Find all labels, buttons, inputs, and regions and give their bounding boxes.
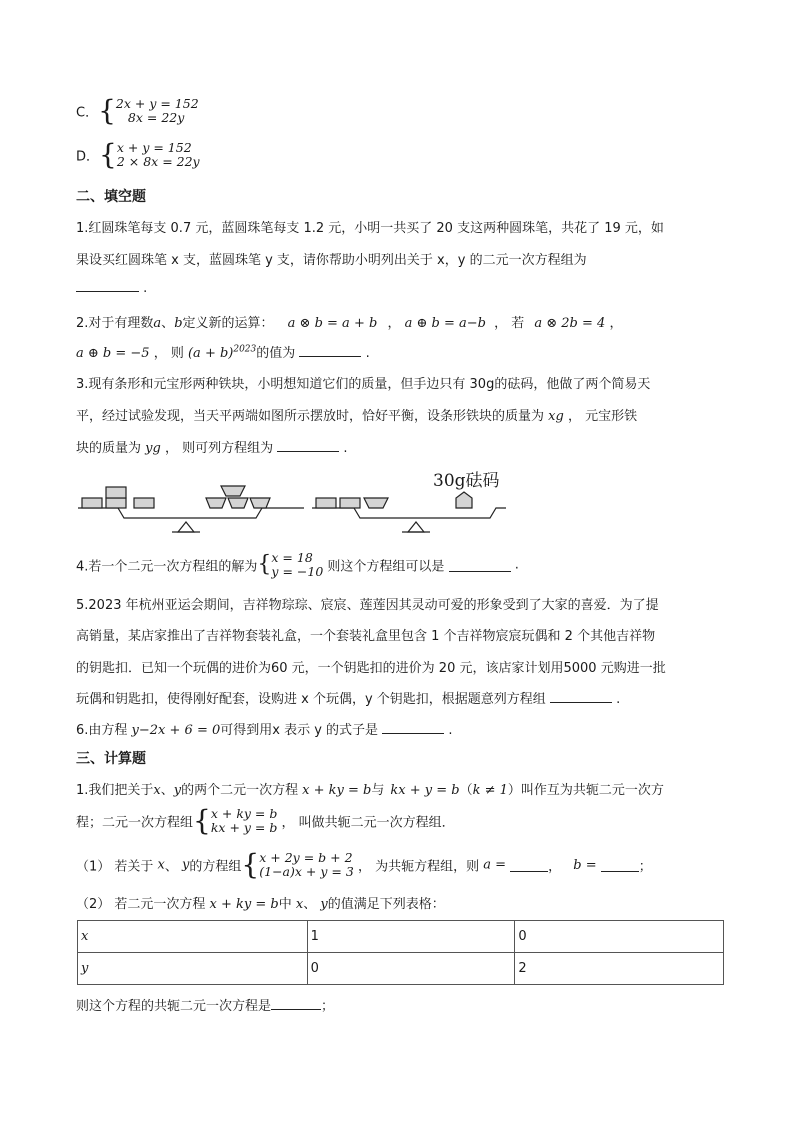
weight-30g xyxy=(456,492,472,508)
q2-line2 xyxy=(76,342,370,361)
table-cell: 1 xyxy=(307,921,515,953)
q2-line1 xyxy=(76,312,622,331)
option-c-label: C． xyxy=(76,105,99,121)
q2-comma: ， xyxy=(387,316,401,331)
q6-text2: 可得到用x 表示 y 的式子是 xyxy=(220,723,379,738)
q2-var-b: b xyxy=(174,316,183,331)
c1-part1-b-blank[interactable] xyxy=(601,859,639,872)
c1-part1-text3: ， 为共轭方程组，则 xyxy=(357,859,480,875)
q4-eq2: y = −10 xyxy=(271,564,324,579)
q5-line3: 的钥匙扣．已知一个玩偶的进价为60 元，一个钥匙扣的进价为 20 元，该店家计划用5000 元购进一批 xyxy=(76,661,666,676)
c1-line2 xyxy=(76,804,455,837)
ingot-block xyxy=(250,498,270,508)
q3-var-x: xg xyxy=(548,409,564,424)
option-d-eq1: x + y = 152 xyxy=(116,140,192,155)
c1-var-y: y xyxy=(173,783,182,798)
c1-cond: k ≠ 1 xyxy=(472,783,508,798)
q6-end: . xyxy=(448,723,453,738)
weight-label: 30g砝码 xyxy=(433,471,500,491)
q5-text4: 玩偶和钥匙扣，使得刚好配套，设购进 x 个玩偶，y 个钥匙扣，根据题意列方程组 xyxy=(76,692,546,707)
c1-part1-var-x: x xyxy=(157,857,165,873)
q6-text1: 6.由方程 xyxy=(76,723,128,738)
balance-right xyxy=(312,492,506,532)
q2-text3: ， 若 xyxy=(494,316,525,331)
option-c xyxy=(76,94,199,127)
ingot-block xyxy=(221,486,245,496)
q2-expr: (a + b) xyxy=(187,346,234,361)
q4-answer-blank[interactable] xyxy=(449,559,511,572)
table-row xyxy=(78,921,724,953)
table-cell: 2 xyxy=(515,953,724,985)
q3-text2: 平，经过试验发现，当天平两端如图所示摆放时，恰好平衡，设条形铁块的质量为 xyxy=(76,409,545,424)
c1-part2-text2: 中 xyxy=(278,897,292,912)
q3-text3b: ， 则可列方程组为 xyxy=(164,441,274,456)
q3-line1: 3.现有条形和元宝形两种铁块，小明想知道它们的质量，但手边只有 30g的砝码，他做了两个简易天 xyxy=(76,377,651,392)
c1-part1-a-blank[interactable] xyxy=(510,859,548,872)
q1-answer xyxy=(76,279,147,296)
c1-part2-var-y: y xyxy=(320,897,328,912)
c1-part2-final-end: ； xyxy=(321,999,335,1014)
c1-sys1: x + ky = b xyxy=(210,806,278,821)
ingot-block xyxy=(206,498,226,508)
c1-part1-text2: 的方程组 xyxy=(189,859,242,875)
c1-line2b: ， 叫做共轭二元一次方程组． xyxy=(281,815,455,831)
q3-line3 xyxy=(76,437,348,456)
q1-end: . xyxy=(143,281,148,296)
q6-eq: y−2x + 6 = 0 xyxy=(131,723,221,738)
q2-text4: ， 则 xyxy=(153,346,184,361)
table-row xyxy=(78,953,724,985)
c1-part2-sep: 、 xyxy=(303,897,317,912)
c1-part2 xyxy=(76,893,445,912)
q5-line4 xyxy=(76,688,620,707)
table-cell: 0 xyxy=(307,953,515,985)
balance-left xyxy=(78,486,304,532)
c1-part2-text1: （2） 若二元一次方程 xyxy=(76,897,206,912)
q2-cond1: a ⊗ 2b = 4 xyxy=(534,316,606,331)
q2-cond2: a ⊕ b = −5 xyxy=(76,346,150,361)
c1-part1-var-y: y xyxy=(182,857,190,873)
balance-left-fulcrum xyxy=(178,522,194,532)
c1-part1-sys1: x + 2y = b + 2 xyxy=(259,850,353,865)
balance-left-beam xyxy=(78,508,304,518)
c1-text2: 的两个二元一次方程 xyxy=(181,783,299,798)
q6-answer-blank[interactable] xyxy=(382,721,444,734)
section-heading-fill: 二、填空题 xyxy=(76,189,146,205)
value-table xyxy=(77,920,724,985)
q3-line2 xyxy=(76,405,637,424)
q2-sep: 、 xyxy=(161,316,175,331)
q4-text2: 则这个方程组可以是 xyxy=(327,559,445,575)
q3-text3a: 块的质量为 xyxy=(76,441,142,456)
c1-part2-final xyxy=(76,995,334,1014)
q2-text1: 2.对于有理数 xyxy=(76,316,154,331)
q2-exponent: 2023 xyxy=(233,344,257,355)
balance-right-fulcrum xyxy=(408,522,424,532)
q2-text5: 的值为 xyxy=(256,346,296,361)
bar-block xyxy=(340,498,360,508)
q1-line1: 1.红圆珠笔每支 0.7 元，蓝圆珠笔每支 1.2 元，小明一共买了 20 支这两种圆珠笔，共花了 19 元，如 xyxy=(76,221,664,236)
table-cell: 0 xyxy=(515,921,724,953)
c1-sys2: kx + y = b xyxy=(210,820,278,835)
q2-op1: a ⊗ b = a + b xyxy=(287,316,378,331)
c1-part1-a: a = xyxy=(483,857,506,873)
c1-text5: ）叫作互为共轭二元一次方 xyxy=(507,783,664,798)
q1-line2: 果设买红圆珠笔 x 支，蓝圆珠笔 y 支，请你帮助小明列出关于 x，y 的二元一次方程组为 xyxy=(76,253,587,268)
c1-part1-text1: （1） 若关于 xyxy=(76,859,154,875)
q5-line2: 高销量，某店家推出了吉祥物套装礼盒，一个套装礼盒里包含 1 个吉祥物宸宸玩偶和 2 个其他吉祥物 xyxy=(76,629,656,644)
c1-text1: 1.我们把关于 xyxy=(76,783,154,798)
c1-eqA: x + ky = b xyxy=(302,783,372,798)
balance-right-beam xyxy=(312,508,506,518)
q2-end: . xyxy=(365,346,370,361)
bar-block xyxy=(316,498,336,508)
c1-part2-final-text: 则这个方程的共轭二元一次方程是 xyxy=(76,999,272,1014)
bar-block xyxy=(134,498,154,508)
option-d-label: D． xyxy=(76,149,100,165)
q2-op2: a ⊕ b = a−b xyxy=(404,316,486,331)
c1-part1-sep: 、 xyxy=(164,859,178,875)
q5-line1: 5.2023 年杭州亚运会期间，吉祥物琮琮、宸宸、莲莲因其灵动可爱的形象受到了大家的喜爱．为了提 xyxy=(76,598,659,613)
option-c-eq2: 8x = 22y xyxy=(127,110,185,125)
c1-part2-eq: x + ky = b xyxy=(209,897,279,912)
q3-text2b: ， 元宝形铁 xyxy=(567,409,638,424)
c1-part1-system: {x + 2y = b + 2 (1−a)x + y = 3 xyxy=(241,848,354,881)
c1-part1 xyxy=(76,848,652,881)
q4-line xyxy=(76,551,519,579)
c1-part2-final-blank[interactable] xyxy=(271,997,321,1010)
q3-var-y: yg xyxy=(145,441,161,456)
c1-part1-comma: ， xyxy=(548,859,562,875)
option-d xyxy=(76,138,200,171)
option-c-system: {2x + y = 152 8x = 22y xyxy=(98,94,199,127)
q4-text1: 4.若一个二元一次方程组的解为 xyxy=(76,559,258,575)
table-head-x: x xyxy=(78,921,308,953)
q6-line xyxy=(76,719,452,738)
c1-part1-end: ； xyxy=(638,859,652,875)
c1-var-x: x xyxy=(153,783,161,798)
c1-line2a: 程；二元一次方程组 xyxy=(76,815,194,831)
section-heading-calc: 三、计算题 xyxy=(76,751,146,767)
q2-var-a: a xyxy=(153,316,162,331)
q2-answer-blank[interactable] xyxy=(299,344,361,357)
option-d-eq2: 2 × 8x = 22y xyxy=(116,154,200,169)
ingot-block xyxy=(228,498,248,508)
option-d-system: {x + y = 152 2 × 8x = 22y xyxy=(99,138,200,171)
q2-comma2: ， xyxy=(609,316,623,331)
q4-system: {x = 18 y = −10 xyxy=(257,550,324,579)
c1-part2-text3: 的值满足下列表格： xyxy=(327,897,445,912)
q5-answer-blank[interactable] xyxy=(550,690,612,703)
c1-eqB: kx + y = b xyxy=(390,783,460,798)
bar-block xyxy=(106,498,126,508)
option-c-eq1: 2x + y = 152 xyxy=(115,96,199,111)
c1-text3: 与 xyxy=(371,783,385,798)
c1-part1-b: b = xyxy=(573,857,597,873)
q4-end: . xyxy=(514,557,519,573)
c1-sep: 、 xyxy=(160,783,174,798)
q1-answer-blank[interactable] xyxy=(76,279,139,292)
ingot-block xyxy=(364,498,388,508)
q3-end: . xyxy=(343,441,348,456)
q5-end: . xyxy=(616,692,621,707)
q4-eq1: x = 18 xyxy=(271,550,313,565)
q3-answer-blank[interactable] xyxy=(277,439,339,452)
bar-block xyxy=(82,498,102,508)
q2-text2: 定义新的运算： xyxy=(182,316,274,331)
c1-system: {x + ky = b kx + y = b xyxy=(193,804,278,837)
c1-line1 xyxy=(76,779,664,798)
bar-block xyxy=(106,487,126,498)
c1-text4: （ xyxy=(459,783,473,798)
table-head-y: y xyxy=(78,953,308,985)
c1-part1-sys2: (1−a)x + y = 3 xyxy=(259,864,354,879)
c1-part2-var-x: x xyxy=(295,897,304,912)
